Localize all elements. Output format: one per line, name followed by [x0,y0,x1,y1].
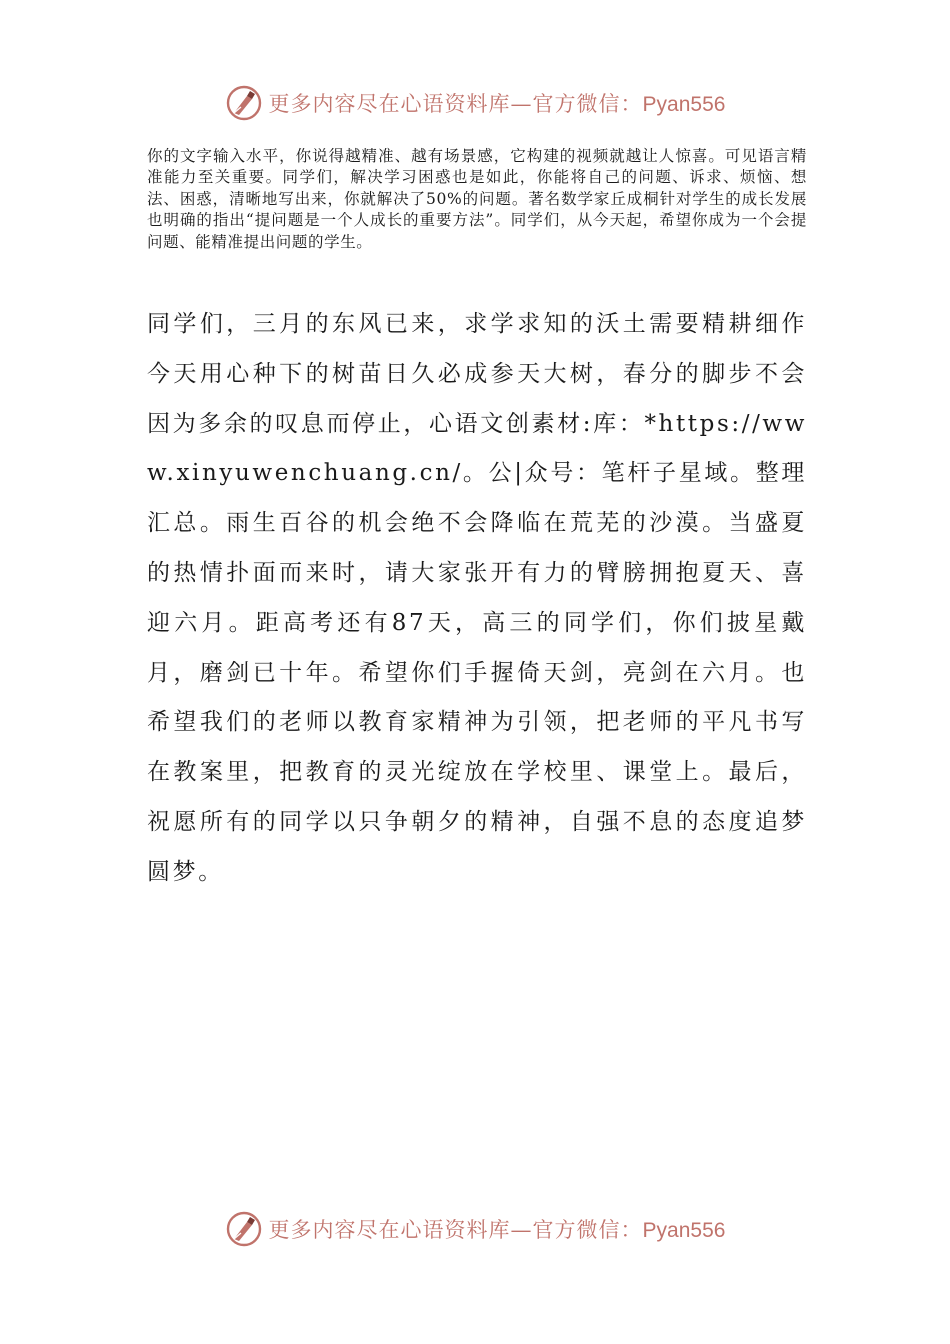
footer-banner-text [269,1214,726,1244]
header-banner-text [269,88,726,118]
header-wechat-id: Pyan556 [642,93,726,116]
footer-wechat-id: Pyan556 [642,1219,726,1242]
pen-nib-logo-icon [225,84,263,122]
footer-banner-label: 更多内容尽在心语资料库—官方微信： [268,1218,643,1242]
pen-nib-logo-icon [225,1210,263,1248]
header-banner [0,84,950,122]
header-banner-label: 更多内容尽在心语资料库—官方微信： [268,92,643,116]
paragraph-small: 你的文字输入水平，你说得越精准、越有场景感，它构建的视频就越让人惊喜。可见语言精准能力至关重要。同学们，解决学习困惑也是如此，你能将自己的问题、诉求、烦恼、想法、困惑，清晰地写出来，你就解决了50%的问题。著名数学家丘成桐针对学生的成长发展也明确的指出“提问题是一个人成长的重要方法”。同学们，从今天起，希望你成为一个会提问题、能精准提出问题的学生。 [147,147,807,251]
footer-banner [0,1210,950,1248]
paragraph-large: 同学们，三月的东风已来，求学求知的沃土需要精耕细作今天用心种下的树苗日久必成参天大树，春分的脚步不会因为多余的叹息而停止，心语文创素材:库：*https://www.xinyuwenchuang.cn/。公|众号：笔杆子星域。整理汇总。雨生百谷的机会绝不会降临在荒芜的沙漠。当盛夏的热情扑面而来时，请大家张开有力的臂膀拥抱夏天、喜迎六月。距高考还有87天，高三的同学们，你们披星戴月，磨剑已十年。希望你们手握倚天剑，亮剑在六月。也希望我们的老师以教育家精神为引领，把老师的平凡书写在教案里，把教育的灵光绽放在学校里、课堂上。最后，祝愿所有的同学以只争朝夕的精神，自强不息的态度追梦圆梦。 [147,311,807,885]
